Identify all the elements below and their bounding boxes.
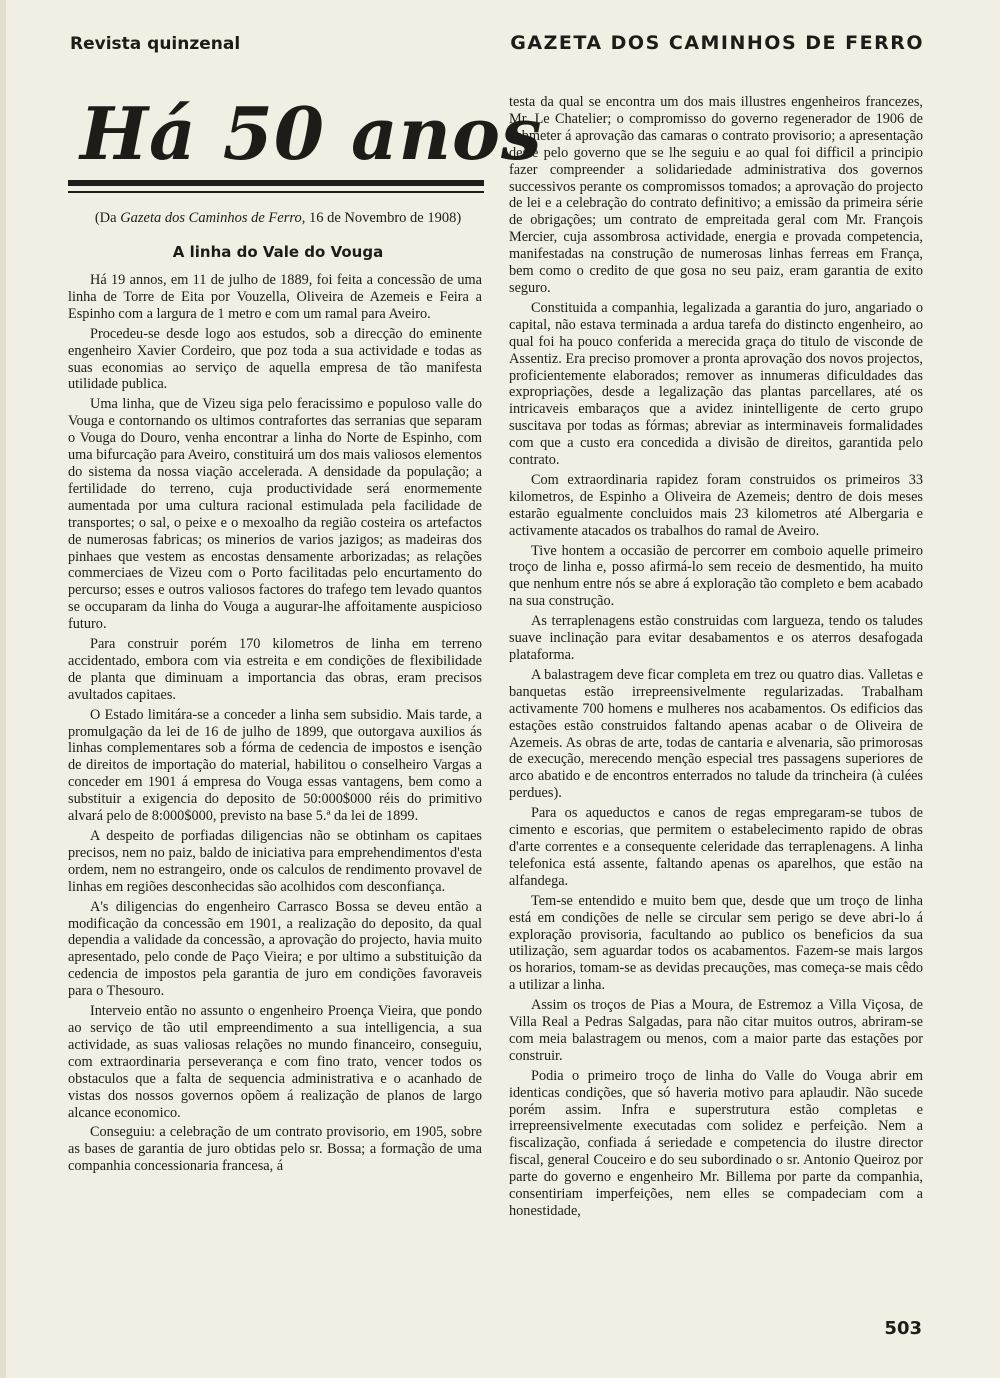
paragraph: Procedeu-se desde logo aos estudos, sob a direcção do eminente engenheiro Xavier Cordeiro, que poz toda a sua actividade e todas as suas economias ao serviço de aquella empresa de tão manifesta utilidade publica. [68,325,482,393]
paragraph-continuation: testa da qual se encontra um dos mais illustres engenheiros francezes, Mr. Le Chatelier; o compromisso do governo regenerador de 1906 de submeter á aprovação das camaras o contrato provisorio; a apresentação deste pelo governo que se lhe seguiu e ao qual foi difficil a principio fazer compreender a solidariedade administrativa dos governos successivos perante os compromissos tomados; a aprovação do projecto de lei e a celebração do contrato definitivo; a emissão da primeira série de obrigações; um contrato de empreitada geral com Mr. François Mercier, cuja assombrosa actividade, energia e provada competencia, manifestadas na construção de numerosas linhas ferreas em França, bem como o credito de que gosa no seu paiz, eram garantia de exito seguro. [509,94,923,296]
paragraph: O Estado limitára-se a conceder a linha sem subsidio. Mais tarde, a promulgação da lei de 16 de julho de 1899, que outorgava auxilios ás linhas complementares sob a fórma de cedencia de impostos e isenção de direitos de importação do material, habilitou o conselheiro Vargas a conceder em 1901 á empresa do Vouga essas vantagens, bem como a substituir a exigencia do deposito de 50:000$000 réis do primitivo alvará pelo de 8:000$000, previsto na base 5.ª da lei de 1899. [68,706,482,825]
paragraph: Assim os troços de Pias a Moura, de Estremoz a Villa Viçosa, de Villa Real a Pedras Salgadas, para não citar muitos outros, abriram-se com meia balastragem ou menos, com a maior parte das estações por construir. [509,997,923,1064]
paragraph: Constituida a companhia, legalizada a garantia do juro, angariado o capital, não estava terminada a ardua tarefa do distincto engenheiro, ao qual foi ha pouco conferida a merecida graça do titulo de visconde de Assentiz. Era preciso promover a pronta aprovação dos novos projectos, proficientemente elaborados; remover as innumeras dificuldades das expropriações, desde a legalização das plantas parcellares, até os intricaveis embaraços que a avidez inintelligente de certo grupo suscitava por todas as fórmas; abreviar as interminaveis formalidades com que a custo era concedida a divisão de direitos, garantida pelo contrato. [509,299,923,469]
page-number: 503 [884,1318,922,1339]
paragraph: Há 19 annos, em 11 de julho de 1889, foi feita a concessão de uma linha de Torre de Eita por Vouzella, Oliveira de Azemeis e Feira a Espinho com a largura de 1 metro e com um ramal para Aveiro. [68,272,482,322]
paragraph: Tive hontem a occasião de percorrer em comboio aquelle primeiro troço de linha e, posso afirmá-lo sem receio de desmentido, ha muito que nenhum entre nós se abre á exploração tão completo e bem acabado na sua construção. [509,542,923,610]
paragraph: Para construir porém 170 kilometros de linha em terreno accidentado, embora com via estreita e em condições de flexibilidade de planta que diminuam a importancia das obras, eram precisos avultados capitaes. [68,636,482,703]
right-column [509,94,923,1223]
paragraph: Com extraordinaria rapidez foram construidos os primeiros 33 kilometros, de Espinho a Oliveira de Azemeis; dentro de dois meses estarão egualmente concluidos mais 23 kilometros até Albergaria e activamente atacados os trabalhos do ramal de Aveiro. [509,471,923,539]
left-column [68,272,482,1178]
source-publication: Gazeta dos Caminhos de Ferro, [120,210,306,226]
paragraph: A despeito de porfiadas diligencias não se obtinham os capitaes precisos, nem no paiz, baldo de iniciativa para emprehendimentos d'esta ordem, nem no estrangeiro, onde os calculos de rendimento provavel de linhas em regiões desconhecidas são acolhidos com desconfiança. [68,828,482,895]
title-rule-thick [68,180,484,186]
title-rule-thin [68,191,484,193]
source-suffix: 16 de Novembro de 1908) [305,210,462,226]
paragraph: A balastragem deve ficar completa em trez ou quatro dias. Valletas e banquetas estão irrepreensivelmente regularizadas. Trabalham activamente 700 homens e mulheres nos acabamentos. Os edificios das estações estão construidos faltando apenas acabar o de Oliveira de Azemeis. As obras de arte, todas de cantaria e alvenaria, são primorosas de execução, merecendo menção especial tres passagens superiores de arco abatido e de encontros enterrados no talude da trincheira (à culées perdues). [509,666,923,802]
page-title: Há 50 anos [80,91,543,176]
source-citation [68,210,488,227]
paragraph: Uma linha, que de Vizeu siga pelo feracissimo e populoso valle do Vouga e contornando os ultimos contrafortes das serranias que separam o Vouga do Douro, venha encontrar a linha do Norte de Espinho, com uma bifurcação para Aveiro, constituirá um dos mais valiosos elementos do sistema da nossa viação accelerada. A densidade da população; a fertilidade do terreno, cuja productividade será enormemente aumentada por uma cultura racional estimulada pela facilidade de transportes; o sal, o peixe e o mexoalho da região costeira os artefactos de numerosas fabricas; os minerios de varios jazigos; as madeiras dos pinhaes que vestem as encostas densamente arborizadas; as relações commerciaes de Vizeu com o Porto facilitadas pelo encurtamento do percurso; esses e outros valiosos factores do trafego tem levado quantos se occuparam da linha do Vouga a augurar-lhe affoitamente auspicioso futuro. [68,396,482,633]
paragraph: Para os aqueductos e canos de regas empregaram-se tubos de cimento e escorias, que permitem o estabelecimento rapido de obras d'arte correntes e a consequente celeridade das terraplenagens. A linha telefonica está assente, faltando apenas os aparelhos, que estão na alfandega. [509,805,923,889]
paragraph: Interveio então no assunto o engenheiro Proença Vieira, que pondo ao serviço de tão util empreendimento a sua intelligencia, a sua actividade, as suas valiosas relações no mundo financeiro, conseguiu, com extraordinaria perseverança e com fino trato, vencer todos os obstaculos que a falta de sequencia administrativa e o acanhado de vistas dos nossos governos opõem á realização de planos de largo alcance economico. [68,1003,482,1121]
paragraph: A's diligencias do engenheiro Carrasco Bossa se deveu então a modificação da concessão em 1901, a realização do deposito, da qual dependia a validade da concessão, a aprovação do projecto, havia muito apresentado, pelo conde de Paço Vieira; e por ultimo a substituição da cedencia de impostos pela garantia de juro em condições favoraveis para o Thesouro. [68,898,482,1000]
article-title: A linha do Vale do Vouga [172,243,384,261]
paragraph: Conseguiu: a celebração de um contrato provisorio, em 1905, sobre as bases de garantia de juro obtidas pelo sr. Bossa; a formação de uma companhia concessionaria francesa, á [68,1124,482,1175]
source-prefix: (Da [94,210,121,226]
header-right: GAZETA DOS CAMINHOS DE FERRO [510,32,924,54]
paragraph: As terraplenagens estão construidas com largueza, tendo os taludes suave inclinação para evitar desabamentos e os aterros desafogada plataforma. [509,613,923,663]
page-edge [0,0,6,1378]
paragraph: Podia o primeiro troço de linha do Valle do Vouga abrir em identicas condições, que só haveria motivo para aplaudir. Não sucede porém assim. Infra e superstrutura estão completas e irrepreensivelmente executadas com solidez e perfeição. Nem a fiscalização, confiada á seriedade e competencia do ilustre director fiscal, general Couceiro e do seu subordinado o sr. Antonio Queiroz por parte do governo e engenheiro Mr. Billema por parte da companhia, consentiriam imperfeições, nem elles se compadeciam com a honestidade, [509,1067,923,1219]
header-left: Revista quinzenal [70,34,241,54]
paragraph: Tem-se entendido e muito bem que, desde que um troço de linha está em condições de nelle se circular sem perigo se deve abri-lo á exploração provisoria, facultando ao publico os beneficios da sua utilização, sem aguardar todos os acabamentos. Fazem-se mais largos os horarios, tomam-se as devidas precauções, mas começa-se mais cêdo a utilizar a linha. [509,892,923,994]
